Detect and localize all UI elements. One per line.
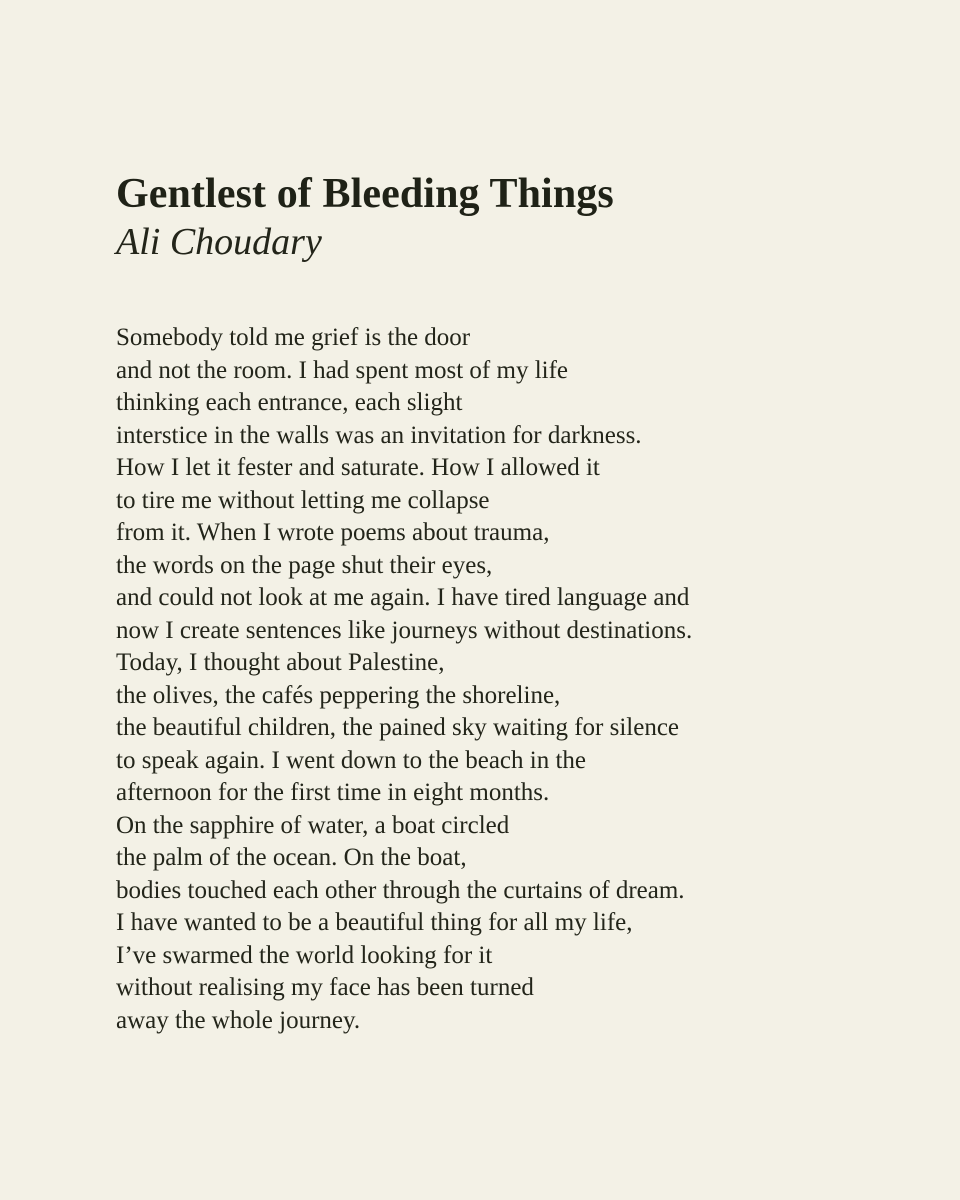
poem-title: Gentlest of Bleeding Things xyxy=(116,171,614,217)
poem-line: to tire me without letting me collapse xyxy=(116,486,490,514)
poem-line: Somebody told me grief is the door xyxy=(116,324,471,351)
poem-line: interstice in the walls was an invitation for darkness. xyxy=(116,421,642,449)
poem-line: the beautiful children, the pained sky waiting for silence xyxy=(116,714,680,741)
poem-body xyxy=(116,322,876,1037)
poem-line: thinking each entrance, each slight xyxy=(116,389,463,416)
poem-line: without realising my face has been turned xyxy=(116,974,534,1001)
poem-line: the words on the page shut their eyes, xyxy=(116,551,493,579)
poem-line: from it. When I wrote poems about trauma, xyxy=(116,519,550,546)
poem-line: I’ve swarmed the world looking for it xyxy=(116,941,493,969)
poem-header xyxy=(116,168,614,264)
poem-line: and not the room. I had spent most of my life xyxy=(116,356,569,384)
poem-line: I have wanted to be a beautiful thing for all my life, xyxy=(116,909,633,936)
poem-line: the palm of the ocean. On the boat, xyxy=(116,844,467,871)
poem-line: afternoon for the first time in eight months. xyxy=(116,779,550,806)
poem-line: Today, I thought about Palestine, xyxy=(116,649,445,676)
poem-line: the olives, the cafés peppering the shoreline, xyxy=(116,681,561,709)
poem-line: bodies touched each other through the curtains of dream. xyxy=(116,876,685,904)
poem-line: and could not look at me again. I have tired language and xyxy=(116,584,690,611)
poem-author: Ali Choudary xyxy=(116,221,322,263)
poem-line: now I create sentences like journeys without destinations. xyxy=(116,616,693,644)
poem-line: On the sapphire of water, a boat circled xyxy=(116,811,510,839)
poem-line: to speak again. I went down to the beach in the xyxy=(116,746,586,774)
poem-line: How I let it fester and saturate. How I allowed it xyxy=(116,454,600,481)
poem-line: away the whole journey. xyxy=(116,1006,361,1034)
